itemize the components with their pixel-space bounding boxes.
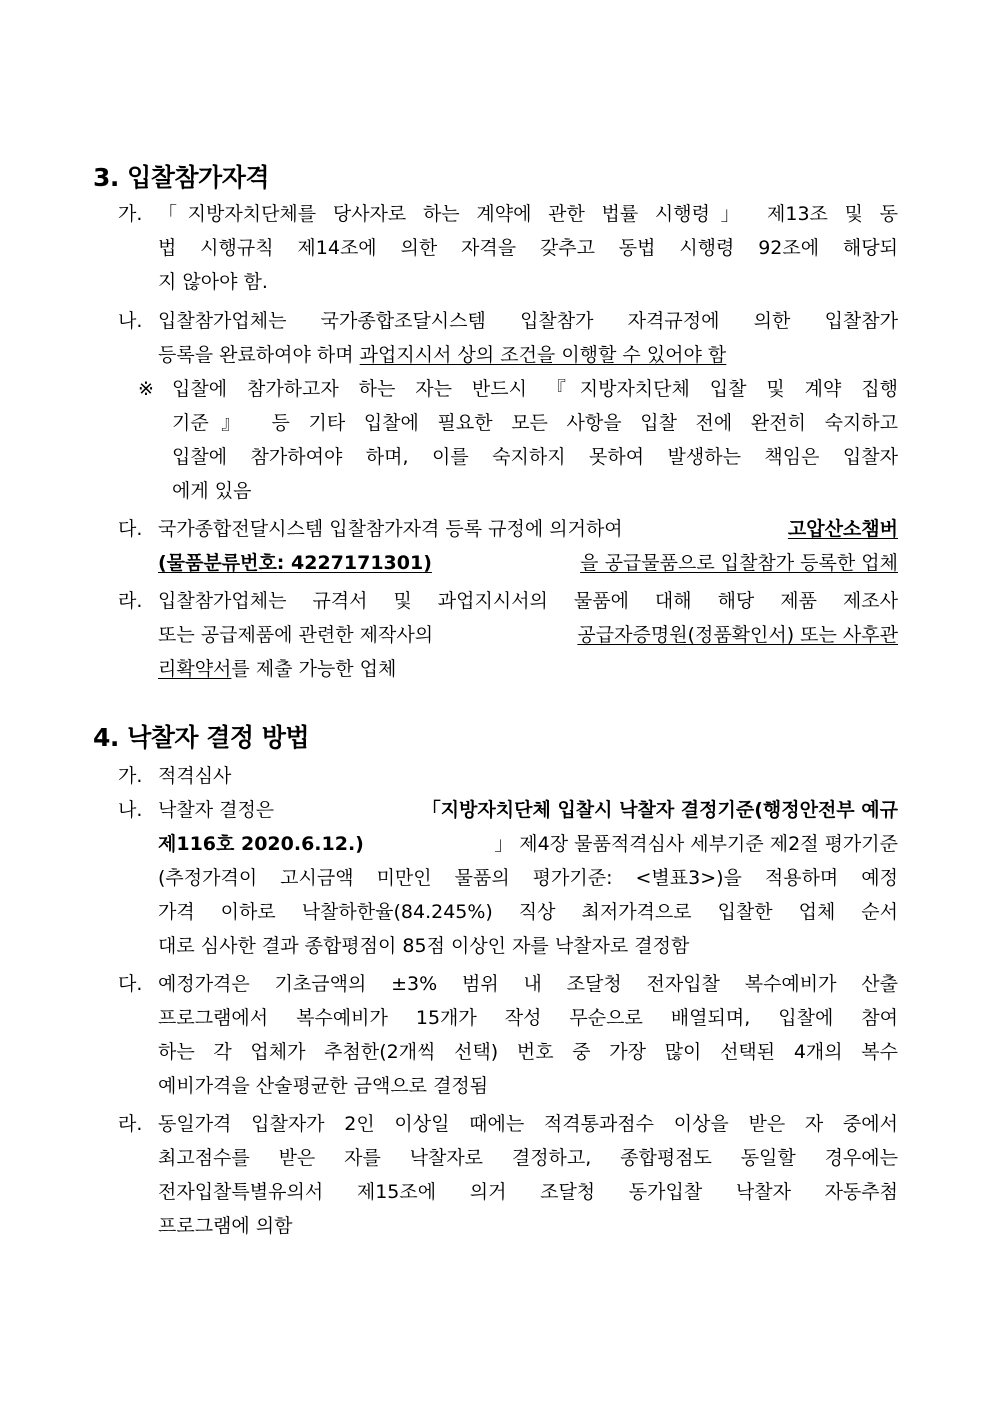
item-marker: 다. — [118, 973, 143, 995]
text-line: 가격 이하로 낙찰하한율(84.245%) 직상 최저가격으로 입찰한 업체 순서 — [158, 901, 898, 923]
text-line: 입찰참가업체는 국가종합조달시스템 입찰참가 자격규정에 의한 입찰참가 — [158, 310, 898, 332]
item-marker: 다. — [118, 518, 143, 540]
text-line: 「지방자치단체를 당사자로 하는 계약에 관한 법률 시행령」 제13조 및 동 — [158, 203, 898, 225]
text-line: 기준』 등 기타 입찰에 필요한 모든 사항을 입찰 전에 완전히 숙지하고 — [172, 412, 898, 434]
text-segment: 낙찰자 결정은 — [158, 799, 275, 821]
text-segment: 등록을 완료하여야 하며 — [158, 344, 360, 366]
text-line: 적격심사 — [158, 765, 232, 787]
text-segment: 국가종합전달시스템 입찰참가자격 등록 규정에 의거하여 — [158, 518, 623, 540]
text-line: 하는 각 업체가 추첨한(2개씩 선택) 번호 중 가장 많이 선택된 4개의 복수 — [158, 1041, 898, 1063]
item-marker: 라. — [118, 590, 143, 612]
text-segment: 을 공급물품으로 입찰참가 등록한 업체 — [580, 552, 898, 574]
text-segment: 또는 공급제품에 관련한 제작사의 — [158, 624, 434, 646]
item-marker: 나. — [118, 310, 143, 332]
decision-standard: 「지방자치단체 입찰시 낙찰자 결정기준(행정안전부 예규 — [421, 799, 898, 821]
text-line: 프로그램에서 복수예비가 15개가 작성 무순으로 배열되며, 입찰에 참여 — [158, 1007, 898, 1029]
underlined-condition: 과업지시서 상의 조건을 이행할 수 있어야 함 — [359, 344, 727, 366]
text-line: 에게 있음 — [172, 480, 252, 502]
text-line: 최고점수를 받은 자를 낙찰자로 결정하고, 종합평점도 동일할 경우에는 — [158, 1147, 898, 1169]
text-line: 동일가격 입찰자가 2인 이상일 때에는 적격통과점수 이상을 받은 자 중에서 — [158, 1113, 898, 1135]
text-line: 프로그램에 의함 — [158, 1215, 293, 1237]
item-marker: 나. — [118, 799, 143, 821]
note-marker: ※ — [138, 378, 154, 400]
item-marker: 가. — [118, 203, 143, 225]
text-segment: 를 제출 가능한 업체 — [231, 658, 397, 680]
text-line: 법 시행규칙 제14조에 의한 자격을 갖추고 동법 시행령 92조에 해당되 — [158, 237, 898, 259]
underlined-certificate: 리확약서 — [158, 658, 232, 680]
section-title-4: 4. 낙찰자 결정 방법 — [93, 723, 310, 752]
text-line: 예정가격은 기초금액의 ±3% 범위 내 조달청 전자입찰 복수예비가 산출 — [158, 973, 898, 995]
text-line: 지 않아야 함. — [158, 271, 268, 293]
decision-standard: 제116호 2020.6.12.) — [158, 833, 364, 855]
section-title-3: 3. 입찰참가자격 — [93, 163, 269, 192]
text-line: 입찰에 참가하여야 하며, 이를 숙지하지 못하여 발생하는 책임은 입찰자 — [172, 446, 898, 468]
text-segment: 」 제4장 물품적격심사 세부기준 제2절 평가기준 — [494, 833, 898, 855]
underlined-certificate: 공급자증명원(정품확인서) 또는 사후관 — [577, 624, 898, 646]
text-line: 예비가격을 산술평균한 금액으로 결정됨 — [158, 1075, 489, 1097]
product-name: 고압산소챔버 — [787, 518, 898, 540]
text-line: 입찰참가업체는 규격서 및 과업지시서의 물품에 대해 해당 제품 제조사 — [158, 590, 898, 612]
text-line: 대로 심사한 결과 종합평점이 85점 이상인 자를 낙찰자로 결정함 — [158, 935, 690, 957]
text-line: 전자입찰특별유의서 제15조에 의거 조달청 동가입찰 낙찰자 자동추첨 — [158, 1181, 898, 1203]
item-marker: 라. — [118, 1113, 143, 1135]
text-line: (추정가격이 고시금액 미만인 물품의 평가기준: <별표3>)을 적용하며 예정 — [158, 867, 898, 889]
item-marker: 가. — [118, 765, 143, 787]
text-line: 입찰에 참가하고자 하는 자는 반드시 『지방자치단체 입찰 및 계약 집행 — [172, 378, 898, 400]
product-code: (물품분류번호: 4227171301) — [158, 552, 432, 574]
